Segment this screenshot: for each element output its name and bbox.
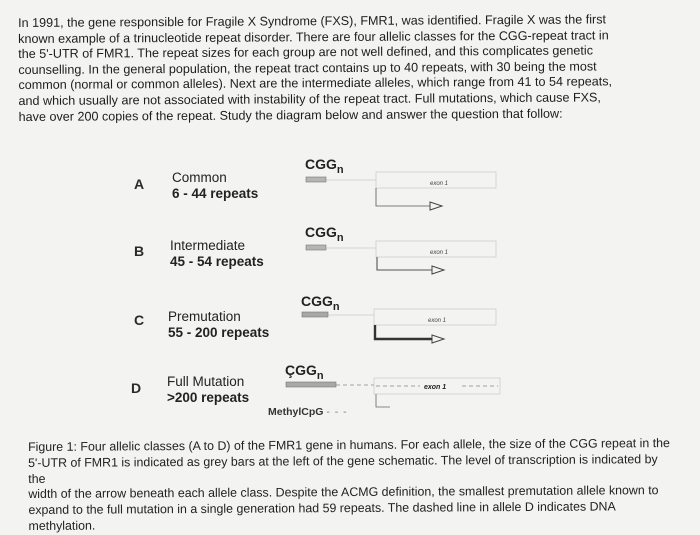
cgg-subscript: n xyxy=(332,300,340,313)
intro-line: known example of a trinucleotide repeat disorder. There are four allelic classes for the CGG-repeat tract in xyxy=(18,27,609,46)
intro-line: In 1991, the gene responsible for Fragile X Syndrome (FXS), FMR1, was identified. Fragile X was the first xyxy=(18,12,607,30)
gene-schematic-b xyxy=(306,241,496,274)
row-letter-c: C xyxy=(134,312,145,328)
exon-label: exon 1 xyxy=(428,318,447,324)
transcription-arrow xyxy=(375,325,432,339)
allele-range: >200 repeats xyxy=(167,390,250,405)
exon-label: exon 1 xyxy=(430,250,449,256)
allele-title: Common xyxy=(172,170,227,185)
cgg-text: CGG xyxy=(305,224,337,240)
intro-line: counselling. In the general population, the repeat tract contains up to 40 repeats, with 30 being the most xyxy=(18,59,597,77)
arrow-head xyxy=(432,335,444,343)
arrow-head xyxy=(432,266,444,274)
caption-line: Figure 1: Four allelic classes (A to D) of the FMR1 gene in humans. For each allele, the size of the CGG repeat in the xyxy=(28,436,670,454)
intro-line: have over 200 copies of the repeat. Study the diagram below and answer the question that follow: xyxy=(18,106,563,124)
gene-schematic-c xyxy=(302,309,496,343)
exon-label: exon 1 xyxy=(430,181,449,187)
allele-range: 45 - 54 repeats xyxy=(170,254,264,269)
caption-line: expand to the full mutation in a single generation had 59 repeats. The dashed line in allele D indicates DNA methylation. xyxy=(28,499,616,533)
intro-line: and which usually are not associated with instability of the repeat tract. Full mutations, which cause FXS, xyxy=(18,90,601,108)
cgg-text: CGG xyxy=(301,293,333,309)
exon-label: exon 1 xyxy=(424,384,447,391)
repeat-bar xyxy=(306,177,326,182)
transcription-stub xyxy=(376,394,390,407)
methyl-text: MethylCpG xyxy=(268,406,324,418)
cgg-subscript: n xyxy=(336,231,344,244)
transcription-arrow xyxy=(376,188,430,206)
caption-line: 5'-UTR of FMR1 is indicated as grey bars at the left of the gene schematic. The level of transcription is indicated by the xyxy=(28,451,658,486)
arrow-head xyxy=(430,202,442,210)
allele-title: Intermediate xyxy=(170,238,246,253)
cgg-text: CGG xyxy=(305,156,337,172)
allele-title: Full Mutation xyxy=(167,374,245,389)
cgg-subscript: n xyxy=(336,163,344,176)
row-letter-b: B xyxy=(134,243,145,259)
intro-line: the 5'-UTR of FMR1. The repeat sizes for each group are not well defined, and this complicates genetic xyxy=(18,43,594,62)
methyl-dash: - - - xyxy=(326,406,348,418)
transcription-arrow xyxy=(377,257,432,270)
cgg-text: ÇGG xyxy=(285,362,317,378)
cgg-subscript: n xyxy=(316,369,324,382)
figure-caption xyxy=(28,436,679,535)
row-letter-d: D xyxy=(131,380,142,396)
allele-title: Premutation xyxy=(168,309,241,324)
intro-line: common (normal or common alleles). Next are the intermediate alleles, which range from 41 to 54 repeats, xyxy=(18,74,613,93)
allele-range: 55 - 200 repeats xyxy=(168,325,270,340)
repeat-bar xyxy=(286,382,336,387)
caption-line: width of the arrow beneath each allele class. Despite the ACMG definition, the smallest premutation allele known to xyxy=(28,483,659,502)
gene-schematic-d xyxy=(286,378,500,407)
gene-schematic-a xyxy=(306,172,496,210)
repeat-bar xyxy=(306,245,326,250)
repeat-bar xyxy=(302,312,328,317)
row-letter-a: A xyxy=(134,176,145,192)
allele-range: 6 - 44 repeats xyxy=(172,186,259,201)
